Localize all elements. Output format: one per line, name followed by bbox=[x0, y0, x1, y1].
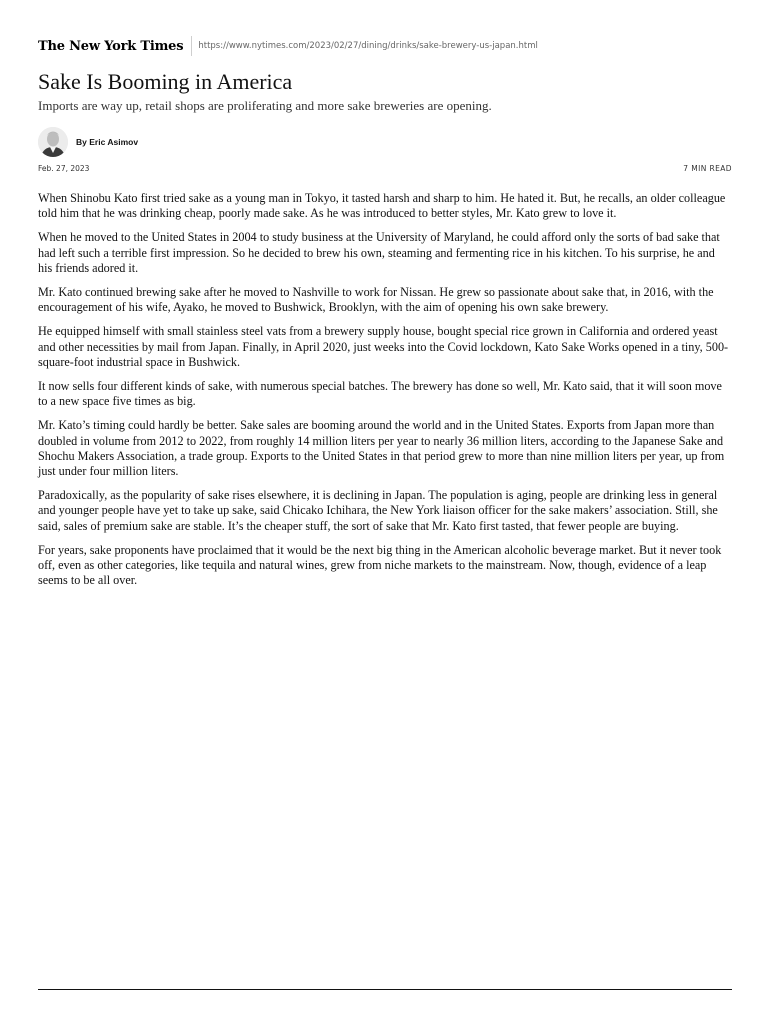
read-time: 7 MIN READ bbox=[683, 164, 732, 173]
author-avatar[interactable] bbox=[38, 127, 68, 157]
paragraph: It now sells four different kinds of sake, with numerous special batches. The brewery has done so well, Mr. Kato said, that it will soon move to a new space five times as big. bbox=[38, 379, 722, 409]
author-name[interactable]: By Eric Asimov bbox=[76, 137, 139, 147]
nyt-logo[interactable]: The New York Times bbox=[38, 38, 184, 54]
masthead-divider bbox=[191, 36, 192, 56]
paragraph: Mr. Kato’s timing could hardly be better. Sake sales are booming around the world and in the United States. Exports from Japan more than doubled in volume from 2012 to 2022, from roughly 14 million liters per year to nearly 36 million liters, according to the Japanese Sake and Shochu Makers Association, a trade group. Exports to the United States in that period grew to more than nine million liters per year, up from just under four million liters. bbox=[38, 418, 725, 479]
paragraph: He equipped himself with small stainless steel vats from a brewery supply house, bought special rice grown in California and ordered yeast and other necessities by mail from Japan. Finally, in April 2020, just weeks into the Covid lockdown, Kato Sake Works opened in a tiny, 500-square-foot industrial space in Bushwick. bbox=[38, 324, 729, 369]
author-photo-icon bbox=[38, 127, 68, 157]
paragraph: Paradoxically, as the popularity of sake rises elsewhere, it is declining in Japan. The population is aging, people are drinking less in general and younger people have yet to take up sake, said Chicako Ichihara, the New York liaison officer for the sake makers’ association. Still, she said, sales of premium sake are stable. It’s the cheaper stuff, the sort of sake that Mr. Kato first tasted, that fewer people are buying. bbox=[38, 488, 718, 533]
byline bbox=[38, 127, 138, 157]
bottom-divider bbox=[38, 989, 732, 990]
masthead bbox=[38, 36, 538, 56]
paragraph: When Shinobu Kato first tried sake as a young man in Tokyo, it tasted harsh and sharp to him. He hated it. But, he recalls, an older colleague told him that he was drinking cheap, poorly made sake. As he was introduced to better styles, Mr. Kato grew to love it. bbox=[38, 191, 726, 221]
paragraph: Mr. Kato continued brewing sake after he moved to Nashville to work for Nissan. He grew so passionate about sake that, in 2016, with the encouragement of his wife, Ayako, he moved to Bushwick, Brooklyn, with the aim of opening his own sake brewery. bbox=[38, 285, 714, 315]
publish-date: Feb. 27, 2023 bbox=[38, 164, 90, 173]
article-url[interactable]: https://www.nytimes.com/2023/02/27/dining/drinks/sake-brewery-us-japan.html bbox=[198, 41, 538, 51]
summary: Imports are way up, retail shops are proliferating and more sake breweries are opening. bbox=[38, 98, 492, 113]
headline: Sake Is Booming in America bbox=[38, 69, 293, 94]
article-meta bbox=[38, 164, 732, 176]
article-body bbox=[38, 191, 732, 597]
paragraph: For years, sake proponents have proclaimed that it would be the next big thing in the American alcoholic beverage market. But it never took off, even as other categories, like tequila and natural wines, grew from niche markets to the mainstream. Now, though, evidence of a leap seems to be all over. bbox=[38, 542, 722, 588]
paragraph: When he moved to the United States in 2004 to study business at the University of Maryland, he could afford only the sorts of bad sake that had left such a terrible first impression. So he decided to brew his own, steaming and fermenting rice in his kitchen. To his surprise, he and his friends adored it. bbox=[38, 230, 720, 275]
